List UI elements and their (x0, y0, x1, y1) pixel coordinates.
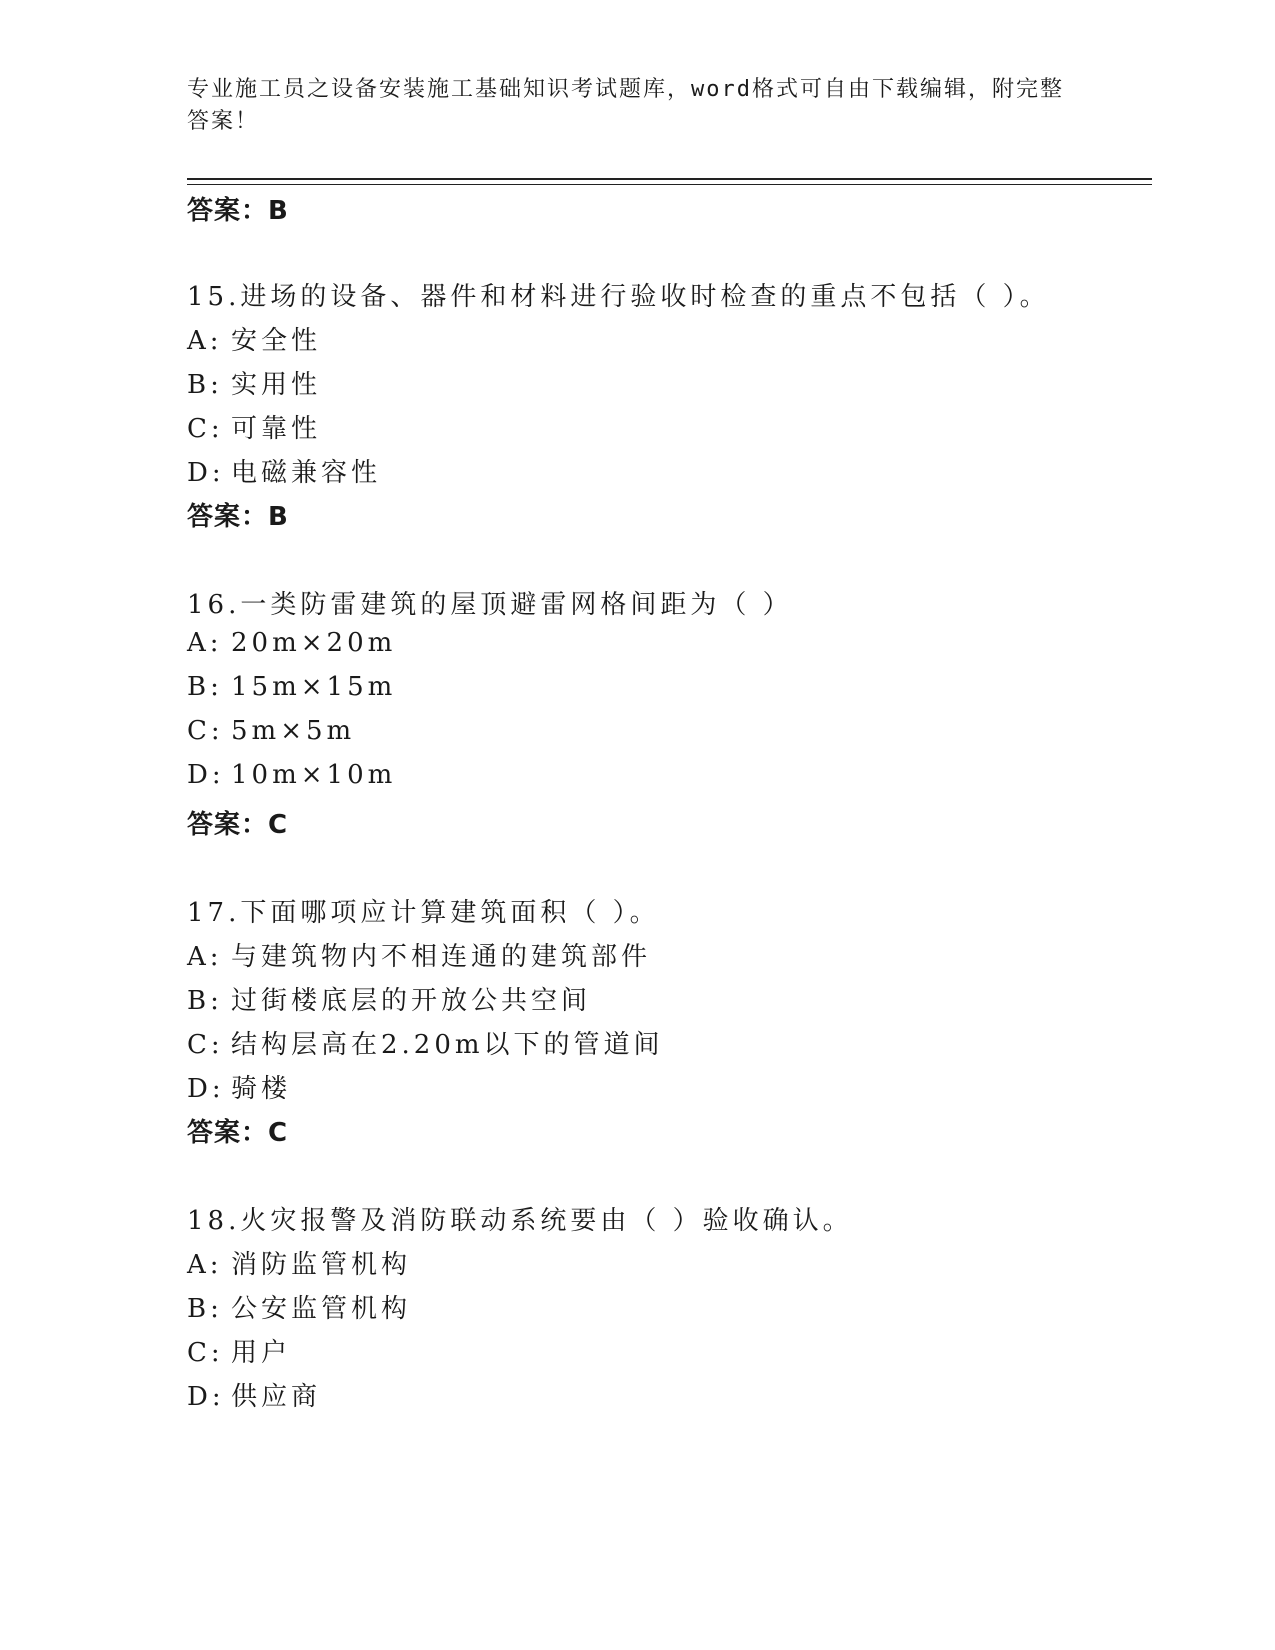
header-divider-thick (187, 178, 1152, 180)
question-16-option-c (187, 716, 355, 746)
option-text: 用户 (231, 1338, 292, 1368)
option-letter: D: (187, 1382, 225, 1412)
option-letter: A: (187, 1250, 223, 1280)
question-15-option-a (187, 320, 321, 357)
option-text: 公安监管机构 (231, 1294, 412, 1324)
question-18-option-d (187, 1376, 321, 1413)
option-text: 15m×15m (231, 672, 397, 702)
option-text: 5m×5m (231, 716, 356, 746)
question-16-answer: 答案：C (187, 810, 289, 840)
question-18-option-b (187, 1288, 411, 1325)
question-17-text: 17.下面哪项应计算建筑面积（ ）。 (187, 898, 660, 928)
question-18-option-a (187, 1244, 411, 1281)
question-17-option-d (187, 1068, 291, 1105)
option-text: 与建筑物内不相连通的建筑部件 (231, 942, 652, 972)
answer-label: 答案：B (187, 196, 289, 226)
option-text: 20m×20m (231, 628, 397, 658)
question-16-option-a (187, 628, 396, 658)
question-17-option-a (187, 936, 651, 973)
option-letter: C: (187, 1338, 224, 1368)
question-17-option-b (187, 980, 591, 1017)
option-letter: B: (187, 370, 223, 400)
option-letter: B: (187, 1294, 223, 1324)
option-letter: A: (187, 326, 223, 356)
question-15-option-d (187, 452, 381, 489)
option-letter: D: (187, 1074, 225, 1104)
option-letter: A: (187, 628, 223, 658)
option-letter: A: (187, 942, 223, 972)
question-18-option-c (187, 1332, 291, 1369)
question-15-option-b (187, 364, 321, 401)
option-text: 安全性 (231, 326, 322, 356)
option-text: 骑楼 (231, 1074, 292, 1104)
question-17-answer: 答案：C (187, 1118, 289, 1148)
option-letter: D: (187, 458, 225, 488)
question-15-option-c (187, 408, 321, 445)
option-letter: B: (187, 986, 223, 1016)
question-16-text: 16.一类防雷建筑的屋顶避雷网格间距为（ ） (187, 590, 793, 620)
question-17-option-c (187, 1024, 664, 1061)
question-16-option-d (187, 760, 396, 790)
option-letter: C: (187, 716, 224, 746)
question-18-text: 18.火灾报警及消防联动系统要由（ ）验收确认。 (187, 1206, 853, 1236)
option-letter: D: (187, 760, 225, 790)
question-16-option-b (187, 672, 396, 702)
option-letter: C: (187, 1030, 224, 1060)
option-text: 过街楼底层的开放公共空间 (231, 986, 592, 1016)
option-text: 实用性 (231, 370, 322, 400)
document-header: 专业施工员之设备安装施工基础知识考试题库，word格式可自由下载编辑，附完整答案！ (187, 77, 1064, 134)
header-divider-thin (187, 184, 1152, 185)
option-text: 结构层高在2.20m以下的管道间 (231, 1030, 664, 1060)
question-15-text: 15.进场的设备、器件和材料进行验收时检查的重点不包括（ ）。 (187, 282, 1050, 312)
option-text: 电磁兼容性 (231, 458, 382, 488)
option-text: 可靠性 (231, 414, 322, 444)
option-text: 供应商 (231, 1382, 322, 1412)
option-letter: B: (187, 672, 223, 702)
question-15-answer: 答案：B (187, 502, 289, 532)
option-text: 消防监管机构 (231, 1250, 412, 1280)
option-letter: C: (187, 414, 224, 444)
option-text: 10m×10m (231, 760, 397, 790)
